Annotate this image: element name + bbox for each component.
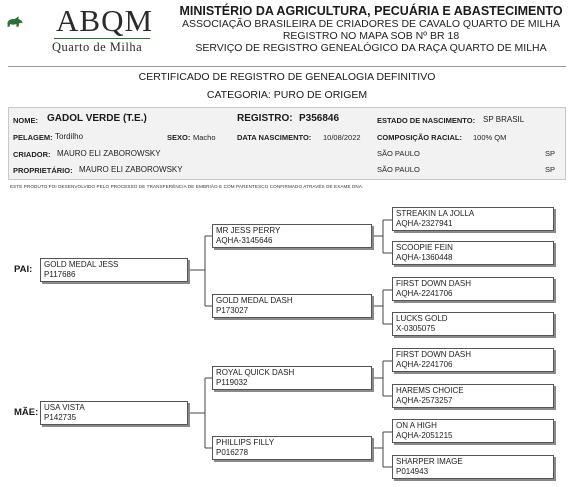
ggp-name: STREAKIN LA JOLLA [396,209,475,218]
sire-sire-reg: AQHA-3145646 [216,236,273,245]
sire-sire-name: MR JESS PERRY [216,226,281,235]
proprietario-cidade: SÃO PAULO [377,165,420,174]
ggp-box-2 [392,241,554,265]
name-label: NOME: [13,116,38,125]
dam-dam-reg: P016278 [216,448,249,457]
estado-label: ESTADO DE NASCIMENTO: [377,116,476,125]
dam-name: USA VISTA [44,403,85,412]
sire-box [40,258,188,282]
sire-reg: P117686 [44,270,76,279]
ggp-box-7 [392,419,554,443]
composicao-label: COMPOSIÇÃO RACIAL: [377,133,462,142]
dam-sire-name: ROYAL QUICK DASH [216,368,295,377]
ggp-reg: P014943 [396,467,429,476]
data-label: DATA NASCIMENTO: [237,133,312,142]
ggp-box-4 [392,312,554,336]
registry-line: REGISTRO NO MAPA SOB Nº BR 18 [282,30,460,42]
ggp-name: SCOOPIE FEIN [396,243,453,252]
ggp-reg: AQHA-2327941 [396,219,453,228]
pelagem-value: Tordilho [55,132,84,141]
ggp-name: FIRST DOWN DASH [396,350,471,359]
ggp-reg: AQHA-2573257 [396,396,453,405]
pelagem-label: PELAGEM: [13,133,53,142]
criador-label: CRIADOR: [13,150,51,159]
logo-subtitle: Quarto de Milha [52,40,143,54]
ggp-reg: AQHA-2051215 [396,431,453,440]
certificate-title: CERTIFICADO DE REGISTRO DE GENEALOGIA DEFINITIVO [138,71,436,83]
sexo-value: Macho [193,133,216,142]
dam-sire-reg: P119032 [216,378,248,387]
proprietario-label: PROPRIETÁRIO: [13,166,73,175]
sire-sire-box [212,224,372,248]
proprietario-value: MAURO ELI ZABOROWSKY [79,165,183,174]
sire-dam-reg: P173027 [216,306,249,315]
dam-sire-box [212,366,372,390]
association-line: ASSOCIAÇÃO BRASILEIRA DE CRIADORES DE CAVALO QUARTO DE MILHA [182,18,560,30]
logo-wordmark: ABQM [56,3,154,38]
ggp-box-1 [392,207,554,231]
sire-name: GOLD MEDAL JESS [44,260,119,269]
ggp-name: FIRST DOWN DASH [396,279,471,288]
data-value: 10/08/2022 [323,133,361,142]
ggp-reg: AQHA-2241706 [396,360,453,369]
service-line: SERVIÇO DE REGISTRO GENEALÓGICO DA RAÇA QUARTO DE MILHA [195,42,547,54]
ggp-reg: X-0305075 [396,324,436,333]
proprietario-uf: SP [545,165,556,174]
dam-dam-name: PHILLIPS FILLY [216,438,275,447]
ggp-name: HAREMS CHOICE [396,386,464,395]
criador-uf: SP [545,149,556,158]
sire-dam-box [212,294,372,318]
registro-label: REGISTRO: [237,113,293,124]
ggp-reg: AQHA-2241706 [396,289,453,298]
embryo-transfer-note: ESTE PRODUTO FOI DESENVOLVIDO PELO PROCESSO DE TRANSFERÊNCIA DE EMBRIÃO E COM PARENTESCO CONFIRMADO ATRAVÉS DE EXAME DNA. [10,184,364,189]
ggp-name: SHARPER IMAGE [396,457,463,466]
mae-label: MÃE: [14,407,39,418]
dam-box [40,401,188,425]
category-title: CATEGORIA: PURO DE ORIGEM [206,89,368,101]
composicao-value: 100% QM [473,133,507,142]
sexo-label: SEXO: [167,133,191,142]
criador-value: MAURO ELI ZABOROWSKY [57,149,161,158]
pai-label: PAI: [14,264,33,275]
ggp-box-8 [392,455,554,479]
dam-dam-box [212,436,372,460]
dam-reg: P142735 [44,413,77,422]
ggp-name: LUCKS GOLD [396,314,448,323]
ggp-box-3 [392,277,554,301]
criador-cidade: SÃO PAULO [377,149,420,158]
sire-dam-name: GOLD MEDAL DASH [216,296,293,305]
estado-value: SP BRASIL [483,115,525,124]
ggp-reg: AQHA-1360448 [396,253,453,262]
ministry-title: MINISTÉRIO DA AGRICULTURA, PECUÁRIA E ABASTECIMENTO [179,4,563,18]
registro-value: P356846 [299,113,340,124]
ggp-box-6 [392,384,554,408]
ggp-name: ON A HIGH [396,421,437,430]
ggp-box-5 [392,348,554,372]
animal-name: GADOL VERDE (T.E.) [47,113,147,124]
